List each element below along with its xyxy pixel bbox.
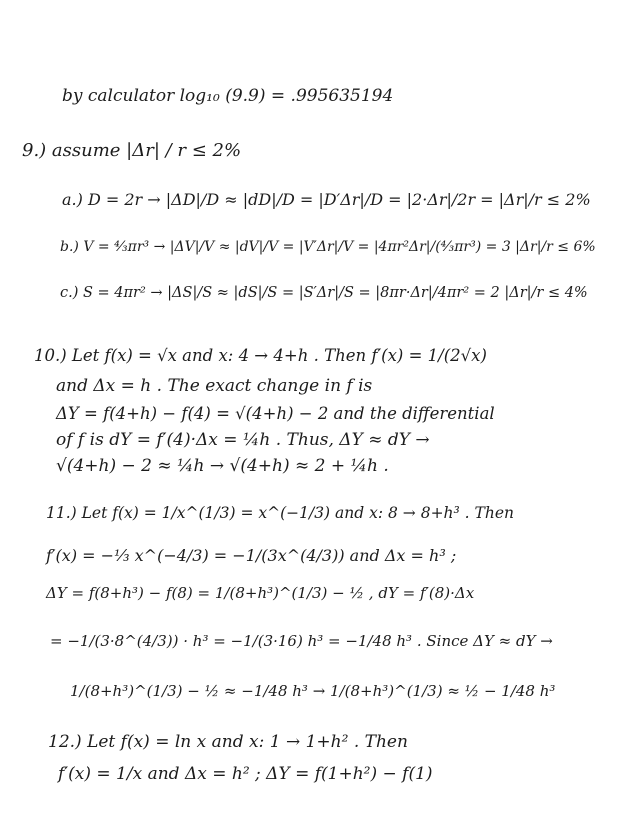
problem-11-line-2: f′(x) = −⅓ x^(−4/3) = −1/(3x^(4/3)) and Δx = h³ ; — [46, 546, 457, 565]
problem-10-line-4: of f is dY = f′(4)·Δx = ¼h . Thus, ΔY ≈ dY → — [56, 430, 430, 450]
problem-10-line-3: ΔY = f(4+h) − f(4) = √(4+h) − 2 and the differential — [56, 404, 495, 423]
problem-9c-line: c.) S = 4πr² → |ΔS|/S ≈ |dS|/S = |S′Δr|/S = |8πr·Δr|/4πr² = 2 |Δr|/r ≤ 4% — [60, 285, 588, 301]
problem-11-line-1: 11.) Let f(x) = 1/x^(1/3) = x^(−1/3) and x: 8 → 8+h³ . Then — [46, 504, 515, 522]
problem-11-line-4: = −1/(3·8^(4/3)) · h³ = −1/(3·16) h³ = −1/48 h³ . Since ΔY ≈ dY → — [50, 632, 553, 650]
problem-11-line-5: 1/(8+h³)^(1/3) − ½ ≈ −1/48 h³ → 1/(8+h³)^(1/3) ≈ ½ − 1/48 h³ — [70, 682, 556, 700]
problem-10-line-5: √(4+h) − 2 ≈ ¼h → √(4+h) ≈ 2 + ¼h . — [56, 456, 389, 476]
problem-9a-line: a.) D = 2r → |ΔD|/D ≈ |dD|/D = |D′Δr|/D = |2·Δr|/2r = |Δr|/r ≤ 2% — [62, 190, 591, 209]
problem-9-assumption: 9.) assume |Δr| / r ≤ 2% — [22, 140, 242, 161]
problem-10-line-1: 10.) Let f(x) = √x and x: 4 → 4+h . Then f′(x) = 1/(2√x) — [34, 346, 487, 365]
calculator-log-line: by calculator log₁₀ (9.9) = .995635194 — [62, 86, 394, 106]
problem-11-line-3: ΔY = f(8+h³) − f(8) = 1/(8+h³)^(1/3) − ½ , dY = f′(8)·Δx — [46, 584, 475, 602]
problem-12-line-2: f′(x) = 1/x and Δx = h² ; ΔY = f(1+h²) − f(1) — [58, 764, 433, 784]
problem-9b-line: b.) V = ⁴⁄₃πr³ → |ΔV|/V ≈ |dV|/V = |V′Δr|/V = |4πr²Δr|/(⁴⁄₃πr³) = 3 |Δr|/r ≤ 6% — [60, 239, 596, 255]
problem-10-line-2: and Δx = h . The exact change in f is — [56, 376, 373, 396]
problem-12-line-1: 12.) Let f(x) = ln x and x: 1 → 1+h² . Then — [48, 732, 408, 752]
